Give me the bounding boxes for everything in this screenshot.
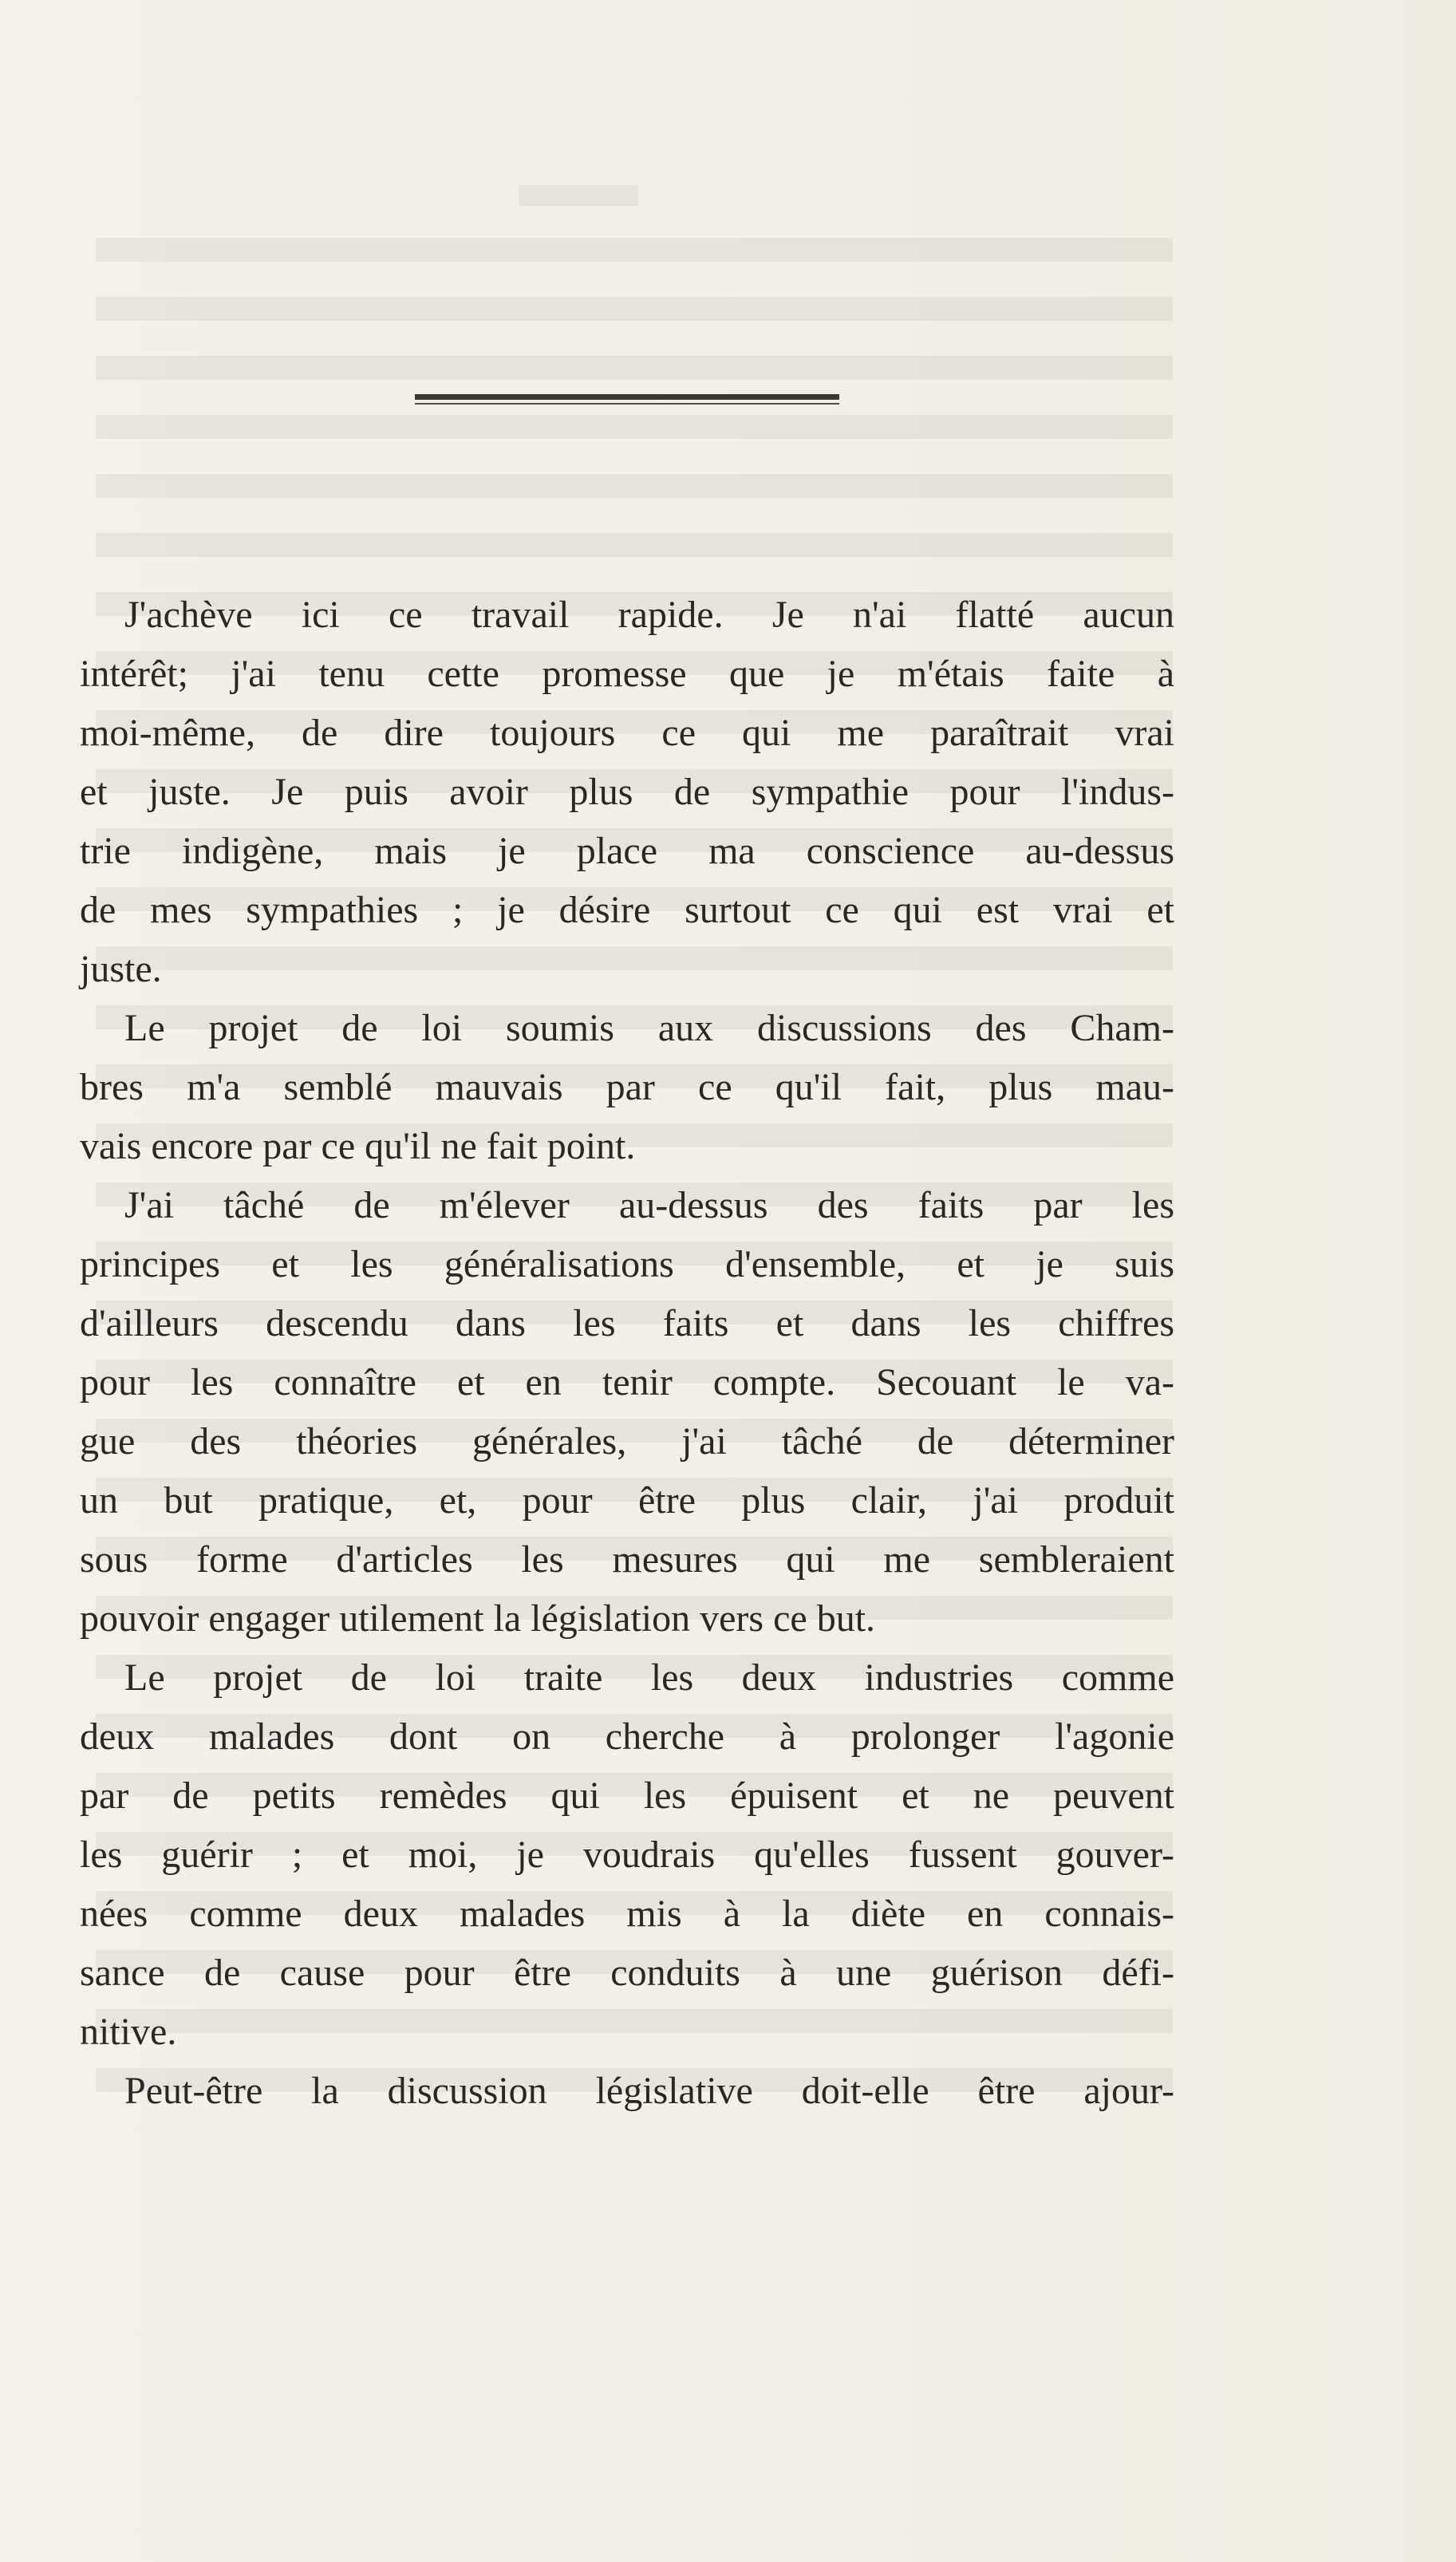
body-text bbox=[80, 586, 1174, 2121]
text-line: et juste. Je puis avoir plus de sympathie pour l'indus- bbox=[80, 771, 1174, 813]
paragraph-2 bbox=[80, 999, 1174, 1176]
text-line: gue des théories générales, j'ai tâché de déterminer bbox=[80, 1420, 1174, 1463]
paragraph-4 bbox=[80, 1648, 1174, 2062]
paragraph-5 bbox=[80, 2062, 1174, 2121]
text-line: vais encore par ce qu'il ne fait point. bbox=[80, 1125, 636, 1167]
text-line: J'achève ici ce travail rapide. Je n'ai flatté aucun bbox=[124, 594, 1174, 636]
divider-thick-line bbox=[415, 394, 839, 400]
text-line: bres m'a semblé mauvais par ce qu'il fait, plus mau- bbox=[80, 1066, 1174, 1108]
text-line: nées comme deux malades mis à la diète en connais- bbox=[80, 1893, 1174, 1935]
text-line: trie indigène, mais je place ma conscience au-dessus bbox=[80, 830, 1174, 872]
text-line: pouvoir engager utilement la législation vers ce but. bbox=[80, 1597, 876, 1640]
text-line: moi-même, de dire toujours ce qui me paraîtrait vrai bbox=[80, 712, 1174, 754]
text-line: les guérir ; et moi, je voudrais qu'elles fussent gouver- bbox=[80, 1834, 1174, 1876]
text-line: d'ailleurs descendu dans les faits et dans les chiffres bbox=[80, 1302, 1174, 1344]
text-line: nitive. bbox=[80, 2011, 177, 2053]
text-line: par de petits remèdes qui les épuisent et ne peuvent bbox=[80, 1774, 1174, 1817]
text-line: J'ai tâché de m'élever au-dessus des faits par les bbox=[124, 1184, 1174, 1226]
text-line: pour les connaître et en tenir compte. Secouant le va- bbox=[80, 1361, 1174, 1403]
text-line: de mes sympathies ; je désire surtout ce qui est vrai et bbox=[80, 889, 1174, 931]
text-line: Le projet de loi traite les deux industries comme bbox=[124, 1656, 1174, 1699]
paragraph-1 bbox=[80, 586, 1174, 999]
text-line: sance de cause pour être conduits à une guérison défi- bbox=[80, 1952, 1174, 1994]
text-line: Le projet de loi soumis aux discussions des Cham- bbox=[124, 1007, 1174, 1049]
divider-thin-line bbox=[415, 403, 839, 405]
text-line: intérêt; j'ai tenu cette promesse que je m'étais faite à bbox=[80, 653, 1174, 695]
text-line: juste. bbox=[80, 948, 162, 990]
paragraph-3 bbox=[80, 1176, 1174, 1648]
text-line: principes et les généralisations d'ensemble, et je suis bbox=[80, 1243, 1174, 1285]
section-divider bbox=[415, 394, 839, 407]
text-line: Peut-être la discussion législative doit-elle être ajour- bbox=[124, 2070, 1174, 2112]
text-line: sous forme d'articles les mesures qui me sembleraient bbox=[80, 1538, 1174, 1581]
text-line: deux malades dont on cherche à prolonger l'agonie bbox=[80, 1715, 1174, 1758]
text-line: un but pratique, et, pour être plus clair, j'ai produit bbox=[80, 1479, 1174, 1522]
